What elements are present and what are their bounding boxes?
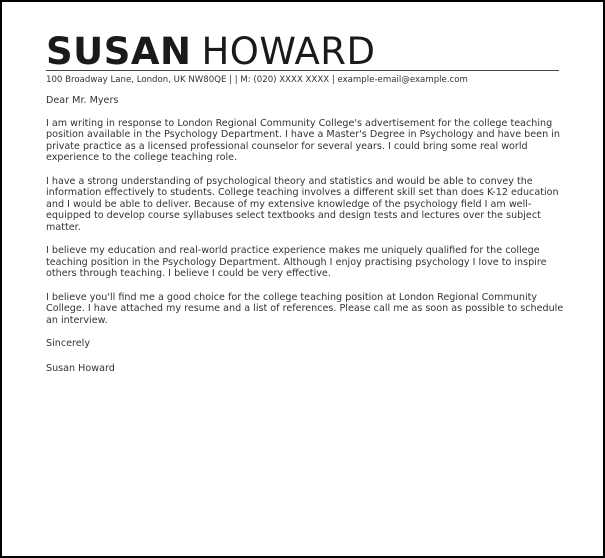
signature: Susan Howard	[46, 362, 115, 374]
salutation: Dear Mr. Myers	[46, 95, 119, 106]
letter-body	[46, 95, 564, 374]
paragraph-skills: I have a strong understanding of psychological theory and statistics and would be able to convey the information effectively to students. College teaching involves a different skill set than does K-12 education and I would be able to deliver. Because of my extensive knowledge of the psychology field I am well-equipped to develop course syllabuses select textbooks and design tests and lectures over the subject matter.	[46, 175, 559, 233]
header-divider	[46, 70, 559, 71]
paragraph-intro: I am writing in response to London Regional Community College's advertisement for the college teaching position available in the Psychology Department. I have a Master's Degree in Psychology and have been in private practice as a licensed professional counselor for several years. I could bring some real world experience to the college teaching role.	[46, 117, 560, 163]
last-name: HOWARD	[201, 30, 376, 73]
paragraph-closing: I believe you'll find me a good choice for the college teaching position at London Regional Community College. I have attached my resume and a list of references. Please call me as soon as possible to schedule an interview.	[46, 291, 564, 326]
first-name: SUSAN	[46, 30, 192, 73]
contact-line: 100 Broadway Lane, London, UK NW80QE | | M: (020) XXXX XXXX | example-email@example.com	[46, 75, 468, 85]
closing: Sincerely	[46, 338, 90, 349]
paragraph-qualifications: I believe my education and real-world practice experience makes me uniquely qualified for the college teaching position in the Psychology Department. Although I enjoy practising psychology I love to inspire others through teaching. I believe I could be very effective.	[46, 245, 547, 279]
applicant-name	[46, 32, 375, 72]
